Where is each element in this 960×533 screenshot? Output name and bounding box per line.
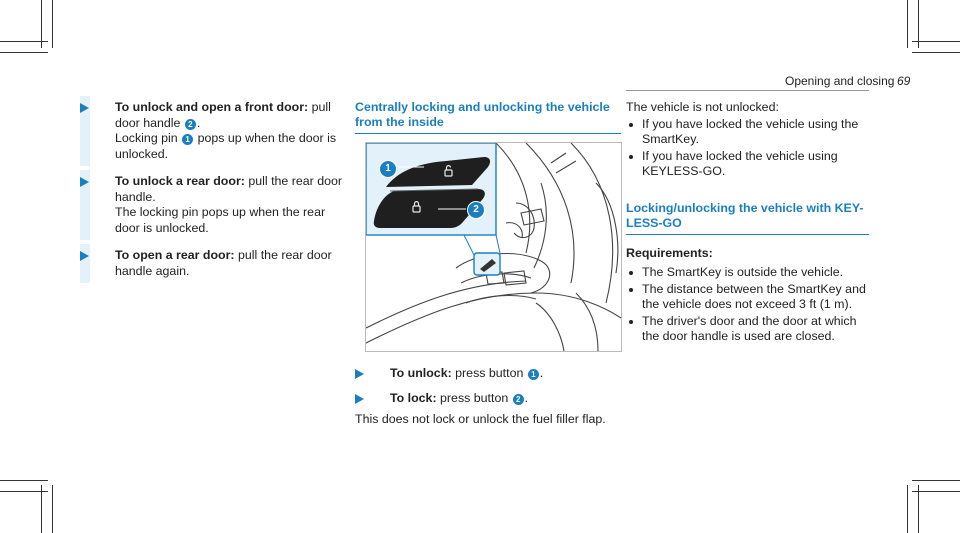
step-open-rear-door: [80, 248, 350, 279]
running-header: [785, 74, 915, 90]
step-text: To open a rear door: pull the rear door handle again.: [115, 248, 332, 278]
crop-mark: [918, 485, 919, 533]
section-title: Opening and closing: [785, 74, 895, 88]
callout-badge-1: 1: [182, 134, 193, 145]
crop-mark: [52, 0, 53, 48]
crop-mark: [912, 491, 960, 492]
arrow-icon: [80, 177, 89, 187]
list-item: The distance between the SmartKey and the vehicle does not exceed 3 ft (1 m).: [626, 282, 869, 313]
arrow-icon: [355, 394, 364, 404]
step-label: To open a rear door:: [115, 248, 235, 262]
crop-mark: [912, 52, 960, 53]
step-text: To unlock: press button 1 .: [390, 366, 544, 380]
step-tint: [80, 244, 90, 283]
crop-mark: [907, 485, 908, 533]
crop-mark: [912, 480, 960, 481]
step-lock: [355, 391, 621, 407]
crop-mark: [0, 491, 48, 492]
crop-mark: [52, 485, 53, 533]
list-item: If you have locked the vehicle using KEYLESS-GO.: [626, 149, 869, 180]
list-item: If you have locked the vehicle using the SmartKey.: [626, 117, 869, 148]
crop-mark: [918, 0, 919, 48]
requirements-list: [626, 265, 869, 345]
crop-mark: [0, 52, 48, 53]
step-text: To lock: press button 2 .: [390, 390, 529, 405]
fuel-flap-note: This does not lock or unlock the fuel filler flap.: [355, 412, 606, 426]
crop-mark: [41, 485, 42, 533]
column-right: [626, 100, 869, 346]
arrow-icon: [80, 103, 89, 113]
step-text: To unlock and open a front door: pull door handle 2 . Locking pin 1 pops up when the door is unlocked.: [115, 100, 337, 161]
list-item: The driver's door and the door at which the door handle is used are closed.: [626, 314, 869, 345]
door-panel-figure: [365, 142, 622, 352]
step-label: To unlock:: [390, 366, 452, 380]
figure-callout-2: 2: [467, 201, 485, 219]
column-left: [80, 100, 350, 290]
requirements-label: Requirements:: [626, 245, 713, 260]
callout-badge-2: 2: [185, 119, 196, 130]
crop-mark: [907, 0, 908, 48]
step-unlock-front-door: [80, 100, 350, 162]
step-label: To unlock a rear door:: [115, 174, 245, 188]
step-unlock: [355, 366, 621, 382]
intro-text: The vehicle is not unlocked:: [626, 100, 779, 114]
list-item: The SmartKey is outside the vehicle.: [626, 265, 869, 281]
crop-mark: [912, 41, 960, 42]
steps-lock-unlock: [355, 366, 621, 428]
callout-badge-1: 1: [528, 369, 539, 380]
column-middle: [355, 100, 621, 428]
figure-callout-1: 1: [379, 160, 397, 178]
header-rule: [626, 90, 869, 91]
crop-mark: [0, 480, 48, 481]
callout-badge-2: 2: [513, 394, 524, 405]
page-number: 69: [897, 74, 911, 88]
step-label: To unlock and open a front door:: [115, 100, 309, 114]
not-unlocked-list: [626, 117, 869, 180]
step-label: To lock:: [390, 390, 437, 405]
section-heading: Locking/unlocking the vehicle with KEY- LESS-GO: [626, 200, 864, 230]
heading-rule: [626, 234, 869, 235]
arrow-icon: [355, 369, 364, 379]
step-unlock-rear-door: [80, 174, 350, 236]
door-panel-illustration: [366, 143, 621, 351]
arrow-icon: [80, 251, 89, 261]
step-text: To unlock a rear door: pull the rear door handle. The locking pin pops up when the rear door is unlocked.: [115, 174, 343, 235]
crop-mark: [0, 41, 48, 42]
heading-rule: [355, 133, 621, 134]
section-heading: Centrally locking and unlocking the vehicle from the inside: [355, 100, 610, 129]
